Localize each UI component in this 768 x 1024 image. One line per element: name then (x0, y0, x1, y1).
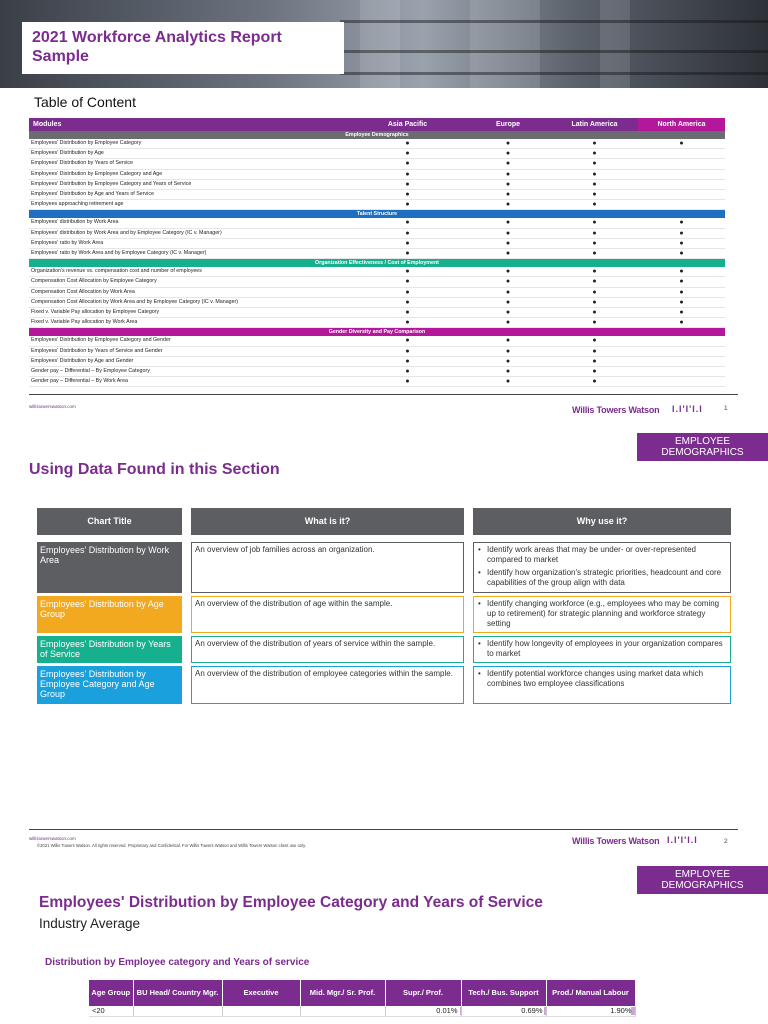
latin-america-dot: ● (551, 356, 638, 366)
asia-pacific-dot: ● (350, 297, 465, 307)
latin-america-dot: ● (551, 267, 638, 277)
north-america-dot (638, 200, 725, 210)
latin-america-dot: ● (551, 159, 638, 169)
europe-dot: ● (465, 346, 551, 356)
latin-america-dot: ● (551, 179, 638, 189)
north-america-dot (638, 169, 725, 179)
asia-pacific-dot: ● (350, 159, 465, 169)
why-cell (473, 542, 731, 593)
north-america-dot: ● (638, 218, 725, 228)
toc-item-row (29, 318, 725, 328)
europe-dot: ● (465, 149, 551, 159)
toc-item-row (29, 336, 725, 346)
asia-pacific-dot: ● (350, 149, 465, 159)
north-america-dot (638, 367, 725, 377)
toc-item-row (29, 159, 725, 169)
europe-dot: ● (465, 159, 551, 169)
footer-divider (29, 829, 738, 830)
latin-america-dot: ● (551, 277, 638, 287)
latin-america-dot: ● (551, 377, 638, 387)
report-title-box (22, 22, 344, 74)
toc-item-label: Employees' Distribution by Employee Category and Age (29, 169, 350, 179)
latin-america-dot: ● (551, 346, 638, 356)
europe-dot: ● (465, 297, 551, 307)
toc-item-row (29, 267, 725, 277)
north-america-dot (638, 356, 725, 366)
toc-item-row (29, 367, 725, 377)
asia-pacific-dot: ● (350, 277, 465, 287)
footer-url[interactable]: willistowerswatson.com (29, 404, 76, 409)
toc-item-label: Employees' Distribution by Age and Years of Service (29, 190, 350, 200)
asia-pacific-dot: ● (350, 287, 465, 297)
toc-item-label: Employees' Distribution by Years of Service and Gender (29, 346, 350, 356)
why-bullet: • Identify potential workforce changes using market data which combines two employee classifications (478, 669, 726, 689)
toc-section-row (29, 131, 725, 139)
brand-name: Willis Towers Watson (572, 405, 660, 415)
col-header-age-group: Age Group (89, 980, 133, 1006)
chart-title-cell: Employees' Distribution by Work Area (37, 542, 182, 593)
executive-cell (222, 1006, 300, 1017)
latin-america-dot: ● (551, 336, 638, 346)
toc-item-label: Employees' Distribution by Age (29, 149, 350, 159)
section-tag-line2: DEMOGRAPHICS (661, 447, 744, 458)
toc-item-row (29, 308, 725, 318)
europe-dot: ● (465, 228, 551, 238)
latin-america-dot: ● (551, 297, 638, 307)
footer-divider (29, 394, 738, 395)
latin-america-dot: ● (551, 238, 638, 248)
toc-section-title: Talent Structure (29, 210, 725, 219)
section-tag (637, 866, 768, 894)
toc-header-modules: Modules (29, 118, 350, 131)
north-america-dot: ● (638, 308, 725, 318)
toc-item-label: Employees approaching retirement age (29, 200, 350, 210)
europe-dot: ● (465, 267, 551, 277)
north-america-dot: ● (638, 228, 725, 238)
europe-dot: ● (465, 356, 551, 366)
toc-item-row (29, 377, 725, 387)
toc-heading: Table of Content (34, 94, 136, 110)
north-america-dot: ● (638, 267, 725, 277)
toc-item-label: Employees' Distribution by Employee Category and Gender (29, 336, 350, 346)
table-caption: Distribution by Employee category and Years of service (45, 957, 310, 968)
toc-table (29, 118, 725, 387)
north-america-dot (638, 336, 725, 346)
toc-section-row (29, 328, 725, 337)
toc-item-row (29, 228, 725, 238)
toc-section-title: Gender Diversity and Pay Comparison (29, 328, 725, 337)
toc-item-label: Employees' Distribution by Years of Service (29, 159, 350, 169)
asia-pacific-dot: ● (350, 169, 465, 179)
what-cell: An overview of the distribution of years of service within the sample. (191, 636, 464, 663)
bu-head-cell (133, 1006, 222, 1017)
toc-item-label: Gender pay – Differential – By Employee Category (29, 367, 350, 377)
toc-item-label: Fixed v. Variable Pay allocation by Work Area (29, 318, 350, 328)
report-title-line2: Sample (32, 48, 89, 65)
page-title: Using Data Found in this Section (29, 461, 280, 478)
toc-item-row (29, 356, 725, 366)
europe-dot: ● (465, 238, 551, 248)
toc-item-label: Compensation Cost Allocation by Work Area (29, 287, 350, 297)
toc-item-label: Employees' Distribution by Age and Gender (29, 356, 350, 366)
chart-title-cell: Employees' Distribution by Years of Service (37, 636, 182, 663)
section-tag (637, 433, 768, 461)
europe-dot: ● (465, 139, 551, 149)
col-header-tech-bus-support: Tech./ Bus. Support (461, 980, 546, 1006)
asia-pacific-dot: ● (350, 238, 465, 248)
value-label: 1.90% (610, 1006, 632, 1015)
why-bullet: • Identify changing workforce (e.g., employees who may be coming up to retirement) for strategic planning and workforce strategy setting (478, 599, 726, 629)
north-america-dot (638, 377, 725, 387)
latin-america-dot: ● (551, 318, 638, 328)
what-cell: An overview of the distribution of age within the sample. (191, 596, 464, 633)
asia-pacific-dot: ● (350, 139, 465, 149)
asia-pacific-dot: ● (350, 218, 465, 228)
toc-item-row (29, 249, 725, 259)
col-header-mid-mgr: Mid. Mgr./ Sr. Prof. (300, 980, 385, 1006)
toc-section-row (29, 259, 725, 268)
north-america-dot: ● (638, 277, 725, 287)
toc-item-label: Organization's revenue vs. compensation cost and number of employees (29, 267, 350, 277)
asia-pacific-dot: ● (350, 346, 465, 356)
toc-item-label: Compensation Cost Allocation by Employee Category (29, 277, 350, 287)
toc-item-row (29, 149, 725, 159)
north-america-dot (638, 159, 725, 169)
europe-dot: ● (465, 169, 551, 179)
footer-url[interactable]: willistowerswatson.com (29, 836, 76, 841)
brand-logo-mark: I.I'I'I.I (667, 835, 698, 845)
europe-dot: ● (465, 318, 551, 328)
toc-section-row (29, 210, 725, 219)
north-america-dot (638, 346, 725, 356)
asia-pacific-dot: ● (350, 377, 465, 387)
north-america-dot: ● (638, 139, 725, 149)
europe-dot: ● (465, 367, 551, 377)
latin-america-dot: ● (551, 200, 638, 210)
asia-pacific-dot: ● (350, 179, 465, 189)
why-cell (473, 636, 731, 663)
toc-item-label: Compensation Cost Allocation by Work Area and by Employee Category (IC v. Manager) (29, 297, 350, 307)
toc-header-asia-pacific: Asia Pacific (350, 118, 465, 131)
toc-item-row (29, 179, 725, 189)
section-tag-line2: DEMOGRAPHICS (661, 880, 744, 891)
asia-pacific-dot: ● (350, 367, 465, 377)
north-america-dot: ● (638, 318, 725, 328)
brand-name: Willis Towers Watson (572, 836, 660, 846)
why-bullet: • Identify how longevity of employees in your organization compares to market (478, 639, 726, 659)
toc-item-label: Employees' Distribution by Employee Category (29, 139, 350, 149)
supr-prof-cell (385, 1006, 461, 1017)
tech-support-cell (461, 1006, 546, 1017)
asia-pacific-dot: ● (350, 249, 465, 259)
page-subtitle: Industry Average (39, 916, 141, 931)
header-what: What is it? (191, 508, 464, 535)
brand-logo-mark: I.I'I'I.I (672, 404, 703, 414)
what-cell: An overview of the distribution of employee categories within the sample. (191, 666, 464, 704)
asia-pacific-dot: ● (350, 308, 465, 318)
toc-item-row (29, 218, 725, 228)
value-label: 0.69% (521, 1006, 543, 1015)
toc-item-label: Employees' ratio by Work Area (29, 238, 350, 248)
toc-item-row (29, 200, 725, 210)
asia-pacific-dot: ● (350, 190, 465, 200)
toc-item-row (29, 238, 725, 248)
header-why: Why use it? (473, 508, 731, 535)
europe-dot: ● (465, 308, 551, 318)
latin-america-dot: ● (551, 367, 638, 377)
latin-america-dot: ● (551, 218, 638, 228)
toc-item-row (29, 190, 725, 200)
latin-america-dot: ● (551, 228, 638, 238)
north-america-dot (638, 149, 725, 159)
north-america-dot (638, 179, 725, 189)
why-bullet: • Identify work areas that may be under- or over-represented compared to market (478, 545, 726, 565)
latin-america-dot: ● (551, 149, 638, 159)
latin-america-dot: ● (551, 190, 638, 200)
north-america-dot: ● (638, 238, 725, 248)
asia-pacific-dot: ● (350, 228, 465, 238)
chart-title-cell: Employees' Distribution by Age Group (37, 596, 182, 633)
toc-item-row (29, 287, 725, 297)
toc-item-row (29, 139, 725, 149)
value-label: 0.01% (436, 1006, 458, 1015)
europe-dot: ● (465, 200, 551, 210)
asia-pacific-dot: ● (350, 336, 465, 346)
page-title: Employees' Distribution by Employee Category and Years of Service (39, 894, 543, 911)
latin-america-dot: ● (551, 139, 638, 149)
copyright-text: ©2021 Willis Towers Watson. All rights reserved. Proprietary and Confidential. For Willis Towers Watson and Willis Towers Watson client use only. (37, 843, 307, 848)
toc-item-label: Employees' ratio by Work Area and by Employee Category (IC v. Manager) (29, 249, 350, 259)
asia-pacific-dot: ● (350, 200, 465, 210)
header-chart-title: Chart Title (37, 508, 182, 535)
europe-dot: ● (465, 218, 551, 228)
toc-item-label: Employees' Distribution by Employee Category and Years of Service (29, 179, 350, 189)
mid-mgr-cell (300, 1006, 385, 1017)
chart-title-cell: Employees' Distribution by Employee Category and Age Group (37, 666, 182, 704)
prod-labour-cell (546, 1006, 635, 1017)
latin-america-dot: ● (551, 249, 638, 259)
age-group-cell: <20 (89, 1006, 133, 1017)
europe-dot: ● (465, 336, 551, 346)
toc-item-label: Fixed v. Variable Pay allocation by Employee Category (29, 308, 350, 318)
toc-section-title: Employee Demographics (29, 131, 725, 139)
north-america-dot: ● (638, 287, 725, 297)
toc-item-row (29, 277, 725, 287)
north-america-dot (638, 190, 725, 200)
why-bullet: • Identify how organization's strategic priorities, headcount and core capabilities of the group align with data (478, 568, 726, 588)
europe-dot: ● (465, 190, 551, 200)
europe-dot: ● (465, 249, 551, 259)
why-cell (473, 666, 731, 704)
toc-header-europe: Europe (465, 118, 551, 131)
toc-item-row (29, 169, 725, 179)
distribution-table (89, 980, 636, 1017)
europe-dot: ● (465, 287, 551, 297)
toc-section-title: Organization Effectiveness / Cost of Employment (29, 259, 725, 268)
toc-item-label: Gender pay – Differential – By Work Area (29, 377, 350, 387)
section-tag-line1: EMPLOYEE (674, 436, 731, 447)
north-america-dot: ● (638, 297, 725, 307)
toc-item-row (29, 346, 725, 356)
what-cell: An overview of job families across an organization. (191, 542, 464, 593)
asia-pacific-dot: ● (350, 267, 465, 277)
europe-dot: ● (465, 377, 551, 387)
why-cell (473, 596, 731, 633)
latin-america-dot: ● (551, 169, 638, 179)
toc-header-latin-america: Latin America (551, 118, 638, 131)
toc-item-row (29, 297, 725, 307)
col-header-executive: Executive (222, 980, 300, 1006)
section-tag-line1: EMPLOYEE (674, 869, 731, 880)
toc-header-north-america: North America (638, 118, 725, 131)
europe-dot: ● (465, 277, 551, 287)
europe-dot: ● (465, 179, 551, 189)
page-number: 1 (724, 405, 728, 412)
page-number: 2 (724, 838, 728, 845)
latin-america-dot: ● (551, 308, 638, 318)
north-america-dot: ● (638, 249, 725, 259)
asia-pacific-dot: ● (350, 318, 465, 328)
col-header-bu-head: BU Head/ Country Mgr. (133, 980, 222, 1006)
latin-america-dot: ● (551, 287, 638, 297)
report-title-line1: 2021 Workforce Analytics Report (32, 29, 282, 46)
col-header-supr-prof: Supr./ Prof. (385, 980, 461, 1006)
table-row (89, 1006, 635, 1017)
toc-item-label: Employees' distribution by Work Area and by Employee Category (IC v. Manager) (29, 228, 350, 238)
col-header-prod-manual: Prod./ Manual Labour (546, 980, 635, 1006)
asia-pacific-dot: ● (350, 356, 465, 366)
toc-item-label: Employees' distribution by Work Area (29, 218, 350, 228)
